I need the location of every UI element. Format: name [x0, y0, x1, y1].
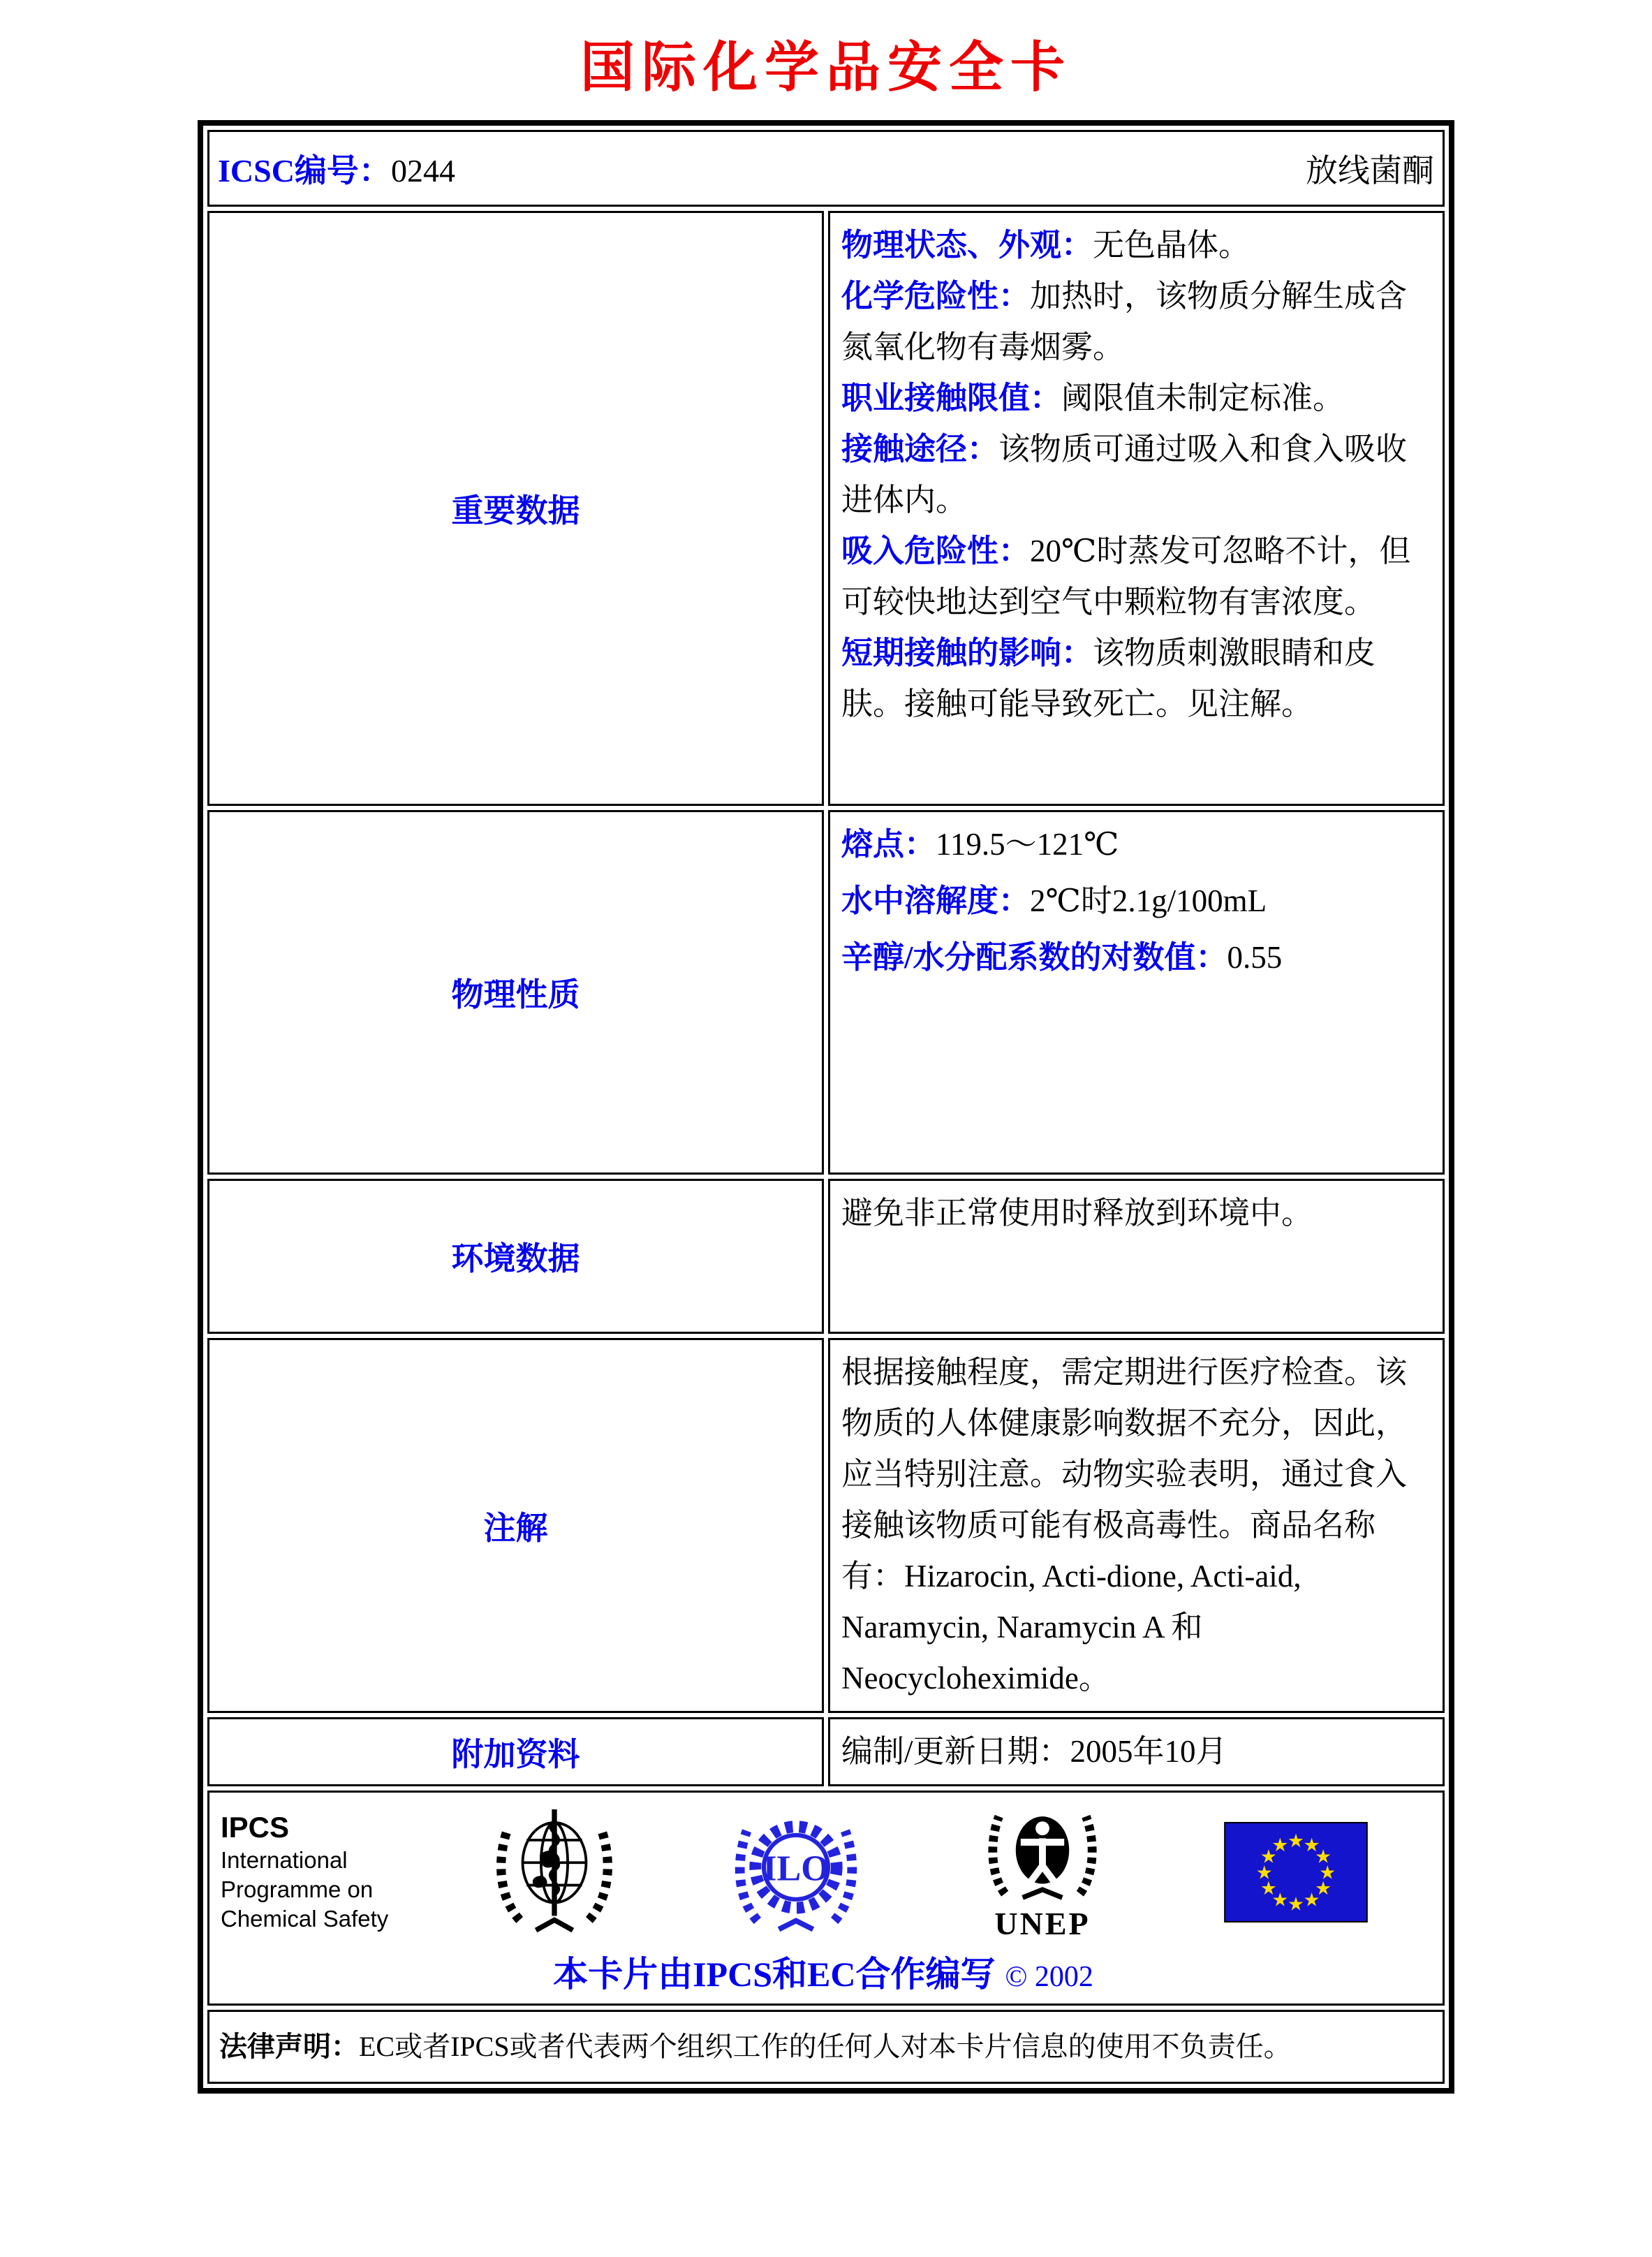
ilo-logo-text: ILO	[762, 1848, 829, 1889]
ipcs-text-block	[221, 1809, 409, 1934]
field-notes	[841, 1347, 1431, 1704]
svg-text:★: ★	[1303, 1889, 1320, 1911]
unep-logo-block	[983, 1802, 1102, 1942]
section-label-physical-properties: 物理性质	[207, 810, 824, 1175]
field-key: 物理状态、外观：	[841, 228, 1093, 263]
section-label-important-data: 重要数据	[207, 211, 824, 806]
legal-cell	[207, 2010, 1445, 2084]
field-exposure-routes	[841, 424, 1431, 526]
field-value: 该物质可通过吸入和食入吸收进体内。	[841, 432, 1408, 517]
svg-text:★: ★	[1260, 1877, 1277, 1899]
chemical-name: 放线菌酮	[1306, 153, 1434, 189]
field-value: 该物质刺激眼睛和皮肤。接触可能导致死亡。见注解。	[841, 635, 1376, 721]
field-key: 职业接触限值：	[841, 381, 1062, 416]
legal-label: 法律声明：	[219, 2031, 359, 2062]
footer-row	[207, 1791, 1445, 2006]
notes-row	[207, 1338, 1445, 1713]
environmental-data-content	[828, 1179, 1445, 1334]
field-value: 避免非正常使用时释放到环境中。	[841, 1196, 1313, 1230]
field-value: 无色晶体。	[1093, 228, 1251, 263]
copyright-line	[221, 1946, 1426, 1997]
ipcs-acronym: IPCS	[221, 1811, 290, 1844]
field-value: 0.55	[1227, 940, 1283, 975]
field-key: 接触途径：	[841, 432, 999, 466]
field-octanol-water-partition	[841, 932, 1431, 983]
section-label-environmental-data: 环境数据	[207, 1179, 824, 1334]
field-key: 短期接触的影响：	[841, 635, 1093, 670]
logo-row	[221, 1802, 1426, 1942]
svg-text:★: ★	[1303, 1835, 1320, 1857]
svg-text:★: ★	[1288, 1893, 1304, 1916]
additional-info-content	[828, 1717, 1445, 1786]
field-value: 119.5～121℃	[936, 827, 1119, 862]
svg-text:★: ★	[1288, 1830, 1304, 1852]
svg-text:★: ★	[1260, 1846, 1277, 1868]
field-key: 化学危险性：	[841, 279, 1031, 314]
field-short-term-effects	[841, 628, 1431, 730]
footer-cell	[207, 1791, 1445, 2006]
field-water-solubility	[841, 876, 1431, 927]
field-chemical-danger	[841, 271, 1431, 373]
field-key: 水中溶解度：	[841, 883, 1031, 918]
section-label-notes: 注解	[207, 1338, 824, 1713]
important-data-row	[207, 211, 1445, 806]
eu-flag-icon	[1224, 1822, 1368, 1923]
field-value: 20℃时蒸发可忽略不计，但可较快地达到空气中颗粒物有害浓度。	[841, 534, 1411, 619]
field-physical-state	[841, 220, 1431, 271]
ipcs-line: Programme on	[221, 1876, 374, 1902]
field-value: 加热时，该物质分解生成含氮氧化物有毒烟雾。	[841, 279, 1408, 365]
field-key: 辛醇/水分配系数的对数值：	[841, 940, 1227, 975]
important-data-content	[828, 211, 1445, 806]
legal-row	[207, 2010, 1445, 2084]
unep-logo-icon	[983, 1802, 1102, 1906]
copyright-text: 本卡片由IPCS和EC合作编写	[553, 1955, 996, 1994]
who-logo-icon	[493, 1802, 616, 1939]
icsc-number-group	[218, 145, 455, 191]
svg-text:★: ★	[1315, 1846, 1332, 1868]
ipcs-line: International	[221, 1847, 348, 1873]
icsc-number-label: ICSC编号：	[218, 153, 391, 189]
header-row	[207, 130, 1445, 207]
field-key: 吸入危险性：	[841, 534, 1031, 568]
legal-text: EC或者IPCS或者代表两个组织工作的任何人对本卡片信息的使用不负责任。	[359, 2031, 1292, 2062]
field-value: 2℃时2.1g/100mL	[1030, 883, 1267, 918]
svg-text:★: ★	[1271, 1835, 1289, 1857]
icsc-table	[203, 126, 1449, 2088]
field-value: 阈限值未制定标准。	[1061, 381, 1345, 416]
page-title: 国际化学品安全卡	[580, 37, 1072, 98]
svg-text:★: ★	[1319, 1862, 1336, 1884]
field-occupational-limit	[841, 373, 1431, 424]
ilo-logo-icon	[731, 1805, 861, 1938]
field-update-date	[841, 1726, 1431, 1777]
ipcs-line: Chemical Safety	[221, 1906, 389, 1932]
svg-text:★: ★	[1255, 1862, 1273, 1884]
section-label-additional-info: 附加资料	[207, 1717, 824, 1786]
copyright-year: © 2002	[1005, 1961, 1093, 1993]
field-key: 熔点：	[841, 827, 936, 862]
physical-properties-content	[828, 810, 1445, 1175]
notes-content	[828, 1338, 1445, 1713]
environmental-data-row	[207, 1179, 1445, 1334]
field-value: 编制/更新日期：2005年10月	[841, 1734, 1227, 1769]
header-cell	[207, 130, 1445, 207]
unep-logo-text: UNEP	[994, 1906, 1091, 1941]
svg-text:★: ★	[1315, 1877, 1332, 1899]
field-inhalation-risk	[841, 526, 1431, 628]
field-environment	[841, 1188, 1431, 1239]
icsc-card	[198, 120, 1454, 2094]
field-value: 根据接触程度，需定期进行医疗检查。该物质的人体健康影响数据不充分，因此，应当特别注意。动物实验表明，通过食入接触该物质可能有极高毒性。商品名称有：Hizarocin, Acti-dione, Acti-aid, Naramycin, Naramycin A 和 Neocycloheximide。	[841, 1355, 1408, 1696]
additional-info-row	[207, 1717, 1445, 1786]
physical-properties-row	[207, 810, 1445, 1175]
svg-text:★: ★	[1271, 1889, 1289, 1911]
icsc-number-value: 0244	[390, 153, 455, 189]
field-melting-point	[841, 819, 1431, 870]
